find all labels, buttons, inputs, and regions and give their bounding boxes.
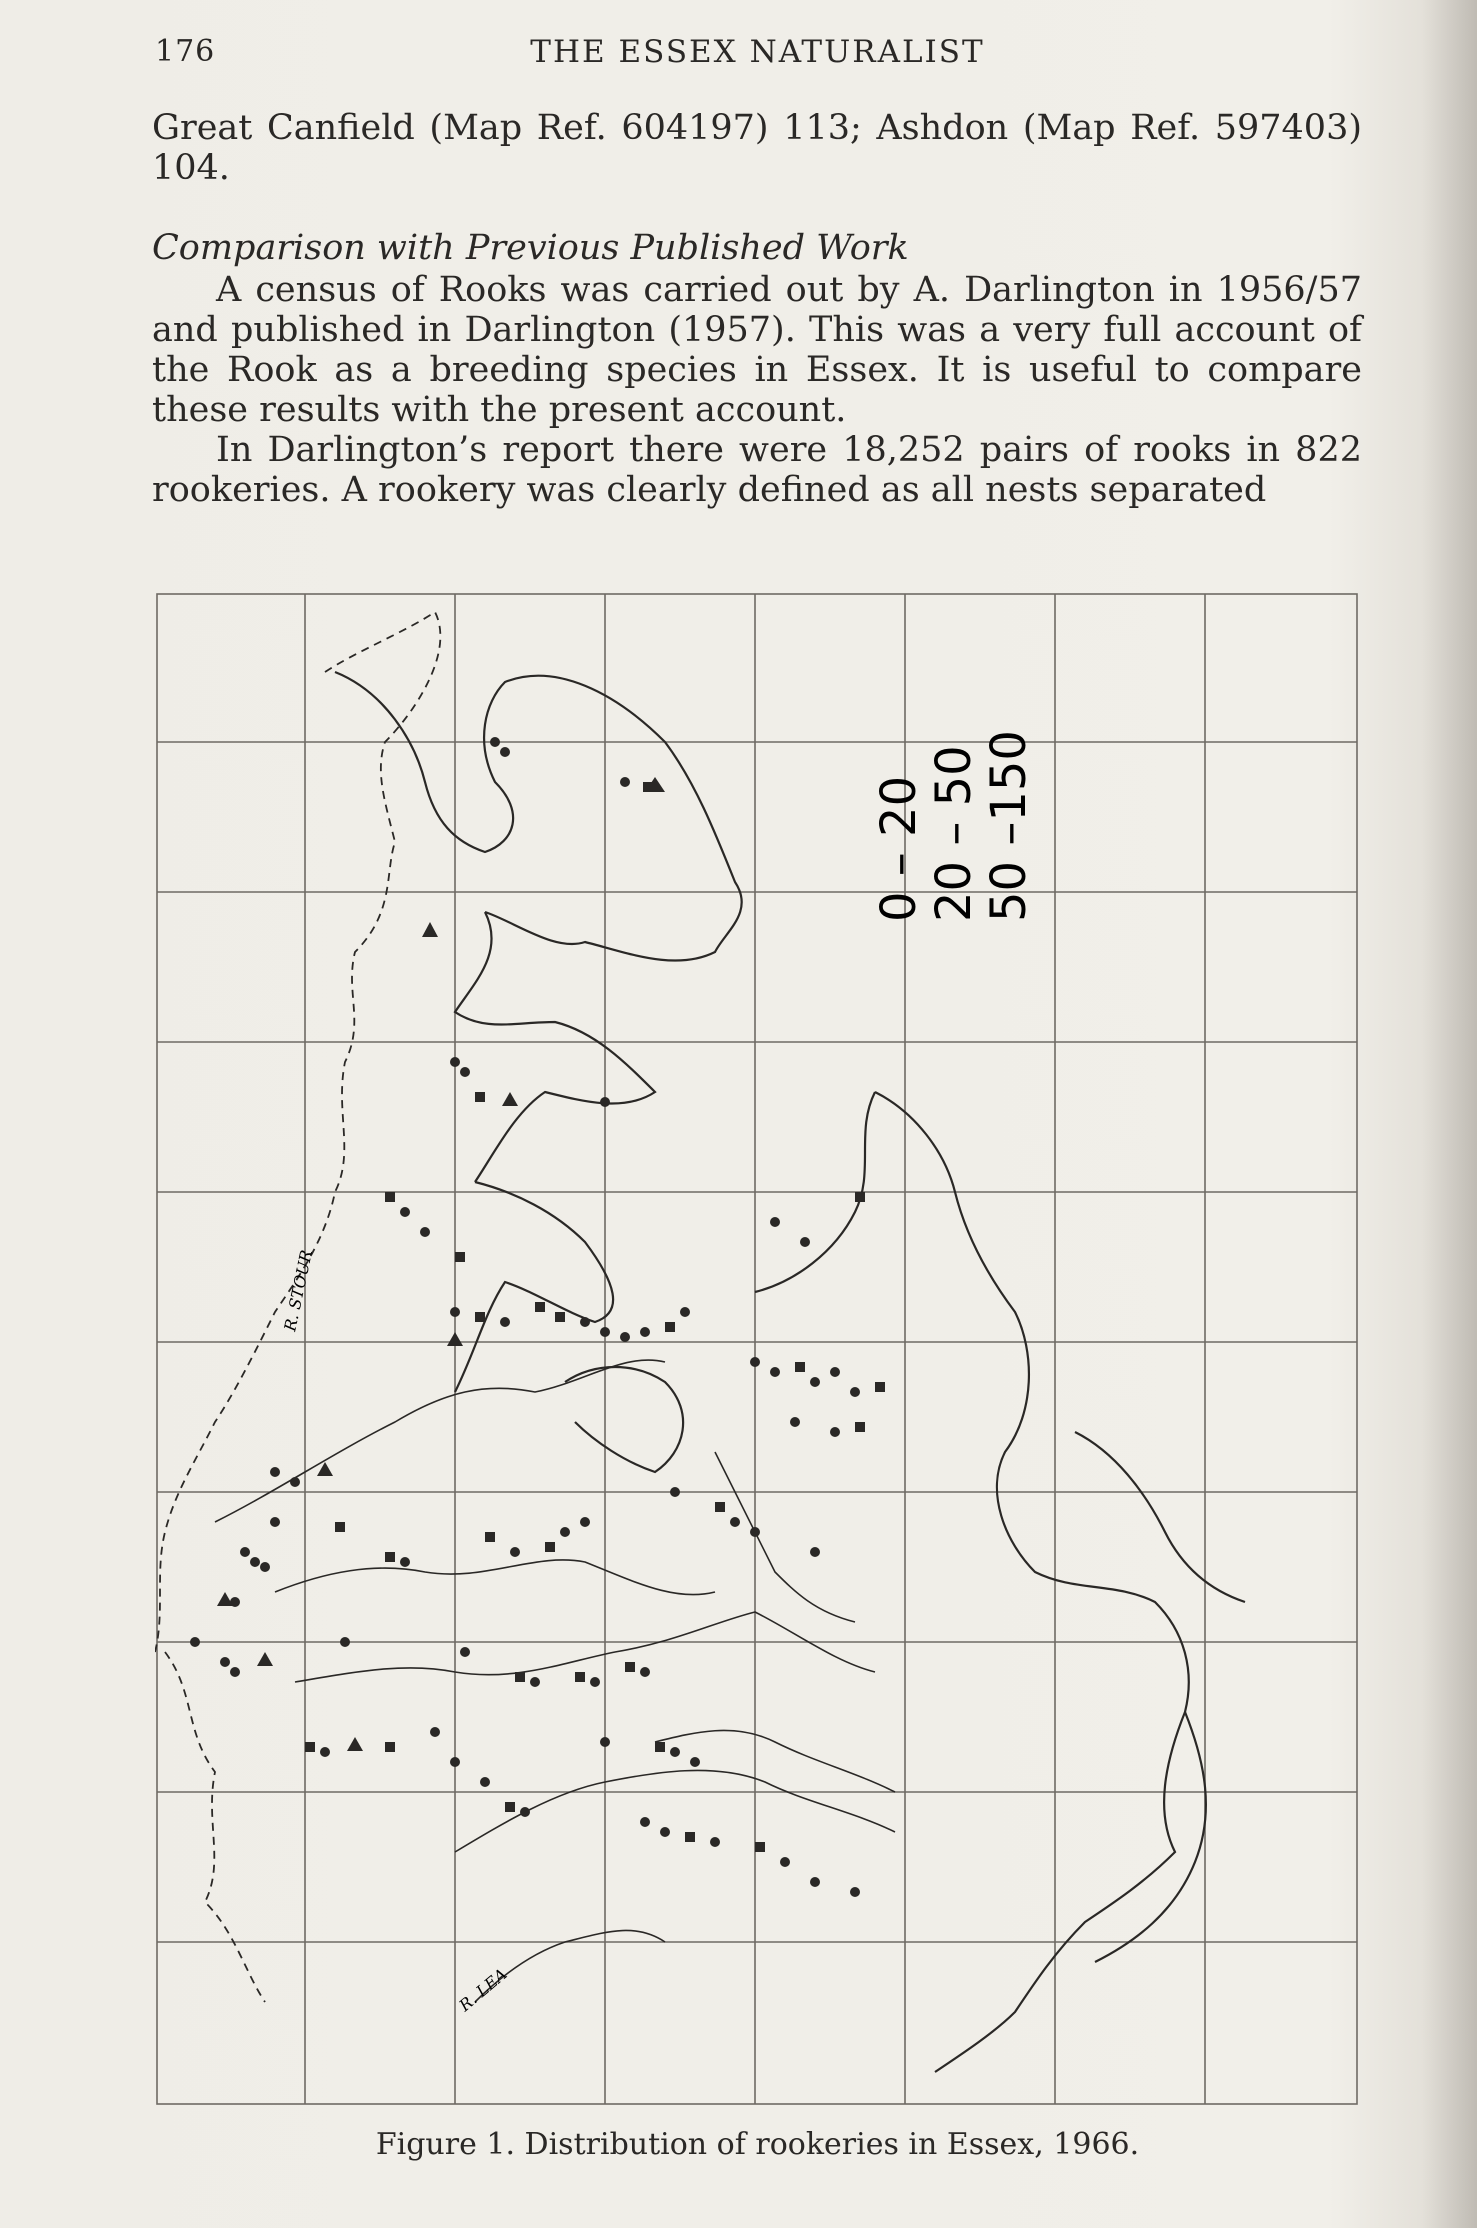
- rookery-small-icon: [320, 1747, 330, 1757]
- rookery-small-icon: [640, 1667, 650, 1677]
- rookery-small-icon: [620, 777, 630, 787]
- rookery-small-icon: [500, 747, 510, 757]
- rookery-small-icon: [600, 1737, 610, 1747]
- rookery-small-icon: [810, 1877, 820, 1887]
- rookery-medium-icon: [515, 1672, 525, 1682]
- rookery-small-icon: [770, 1367, 780, 1377]
- rookery-medium-icon: [755, 1842, 765, 1852]
- rookery-small-icon: [640, 1817, 650, 1827]
- rookery-small-icon: [240, 1547, 250, 1557]
- rookery-medium-icon: [665, 1322, 675, 1332]
- distribution-map: [155, 592, 1360, 2112]
- rookery-small-icon: [590, 1677, 600, 1687]
- rookery-large-icon: [422, 922, 438, 937]
- rookery-small-icon: [450, 1057, 460, 1067]
- rookery-small-icon: [260, 1562, 270, 1572]
- rookery-small-icon: [710, 1837, 720, 1847]
- rookery-large-icon: [257, 1652, 273, 1666]
- rivers: [215, 1360, 895, 2002]
- section-heading: Comparison with Previous Published Work: [152, 228, 909, 268]
- rookery-small-icon: [520, 1807, 530, 1817]
- rookery-small-icon: [600, 1097, 610, 1107]
- rookery-small-icon: [670, 1747, 680, 1757]
- rookery-medium-icon: [545, 1542, 555, 1552]
- paragraph: In Darlington’s report there were 18,252 pairs of rooks in 822 rookeries. A rookery was clearly defined as all nests separated: [152, 430, 1362, 510]
- page-gutter-shadow: [1422, 0, 1477, 2228]
- rookery-medium-icon: [385, 1552, 395, 1562]
- rookery-small-icon: [400, 1557, 410, 1567]
- rookery-small-icon: [850, 1387, 860, 1397]
- rookery-small-icon: [600, 1327, 610, 1337]
- rookery-small-icon: [450, 1307, 460, 1317]
- rookery-small-icon: [690, 1757, 700, 1767]
- rookery-small-icon: [400, 1207, 410, 1217]
- rookery-small-icon: [460, 1647, 470, 1657]
- rookery-small-icon: [660, 1827, 670, 1837]
- rookery-small-icon: [290, 1477, 300, 1487]
- rookery-medium-icon: [575, 1672, 585, 1682]
- rookery-small-icon: [580, 1517, 590, 1527]
- rookery-small-icon: [250, 1557, 260, 1567]
- rookery-medium-icon: [505, 1802, 515, 1812]
- rookery-medium-icon: [485, 1532, 495, 1542]
- figure-caption: Figure 1. Distribution of rookeries in Essex, 1966.: [375, 2127, 1140, 2162]
- rookery-medium-icon: [475, 1312, 485, 1322]
- paragraph: A census of Rooks was carried out by A. Darlington in 1956/57 and published in Darlington (1957). This was a very full account of the Rook as a breeding species in Essex. It is useful to compare these results with the present account.: [152, 270, 1362, 430]
- rookery-small-icon: [670, 1487, 680, 1497]
- rookery-small-icon: [810, 1377, 820, 1387]
- rookery-small-icon: [490, 737, 500, 747]
- map-grid: [157, 594, 1357, 2104]
- rookery-small-icon: [430, 1727, 440, 1737]
- rookery-small-icon: [560, 1527, 570, 1537]
- rookery-small-icon: [340, 1637, 350, 1647]
- rookery-small-icon: [510, 1547, 520, 1557]
- river-label-stour: R. STOUR: [280, 1248, 317, 1333]
- rookery-small-icon: [460, 1067, 470, 1077]
- rookery-medium-icon: [875, 1382, 885, 1392]
- legend-label-1: 0 – 20: [871, 775, 927, 922]
- rookery-small-icon: [850, 1887, 860, 1897]
- rookery-medium-icon: [715, 1502, 725, 1512]
- legend-label-3: 50 –150: [981, 730, 1037, 922]
- rookery-large-icon: [502, 1092, 518, 1106]
- rookery-small-icon: [620, 1332, 630, 1342]
- rookery-small-icon: [230, 1667, 240, 1677]
- paragraph-continued: Great Canfield (Map Ref. 604197) 113; Ashdon (Map Ref. 597403) 104.: [152, 108, 1362, 188]
- rookery-small-icon: [640, 1327, 650, 1337]
- rookery-small-icon: [830, 1367, 840, 1377]
- rookery-small-icon: [680, 1307, 690, 1317]
- rookery-small-icon: [830, 1427, 840, 1437]
- rookery-small-icon: [270, 1467, 280, 1477]
- legend-label-2: 20 – 50: [926, 745, 982, 922]
- rookery-small-icon: [800, 1237, 810, 1247]
- rookery-small-icon: [270, 1517, 280, 1527]
- running-head: [155, 34, 1360, 74]
- rookery-small-icon: [790, 1417, 800, 1427]
- rookery-small-icon: [750, 1527, 760, 1537]
- rookery-medium-icon: [475, 1092, 485, 1102]
- rookery-medium-icon: [335, 1522, 345, 1532]
- rookery-small-icon: [220, 1657, 230, 1667]
- rookery-small-icon: [750, 1357, 760, 1367]
- rookery-small-icon: [480, 1777, 490, 1787]
- rookery-small-icon: [580, 1317, 590, 1327]
- rookery-large-icon: [447, 1332, 463, 1346]
- rookery-medium-icon: [535, 1302, 545, 1312]
- page-number: 176: [155, 34, 216, 69]
- rookery-small-icon: [420, 1227, 430, 1237]
- rookery-medium-icon: [625, 1662, 635, 1672]
- rookery-small-icon: [530, 1677, 540, 1687]
- rookery-medium-icon: [795, 1362, 805, 1372]
- river-label-lea: R. LEA: [455, 1964, 511, 2016]
- rookery-medium-icon: [655, 1742, 665, 1752]
- rookery-small-icon: [730, 1517, 740, 1527]
- rookery-medium-icon: [455, 1252, 465, 1262]
- rookery-large-icon: [347, 1737, 363, 1751]
- map-legend: [871, 730, 1037, 922]
- rookery-medium-icon: [855, 1422, 865, 1432]
- rookery-small-icon: [780, 1857, 790, 1867]
- journal-title: THE ESSEX NATURALIST: [530, 34, 985, 70]
- figure-1: [155, 592, 1360, 2162]
- rookery-medium-icon: [385, 1742, 395, 1752]
- body-text: [152, 108, 1362, 510]
- rookery-small-icon: [190, 1637, 200, 1647]
- rookery-medium-icon: [855, 1192, 865, 1202]
- rookery-medium-icon: [685, 1832, 695, 1842]
- rookery-small-icon: [500, 1317, 510, 1327]
- rookery-medium-icon: [305, 1742, 315, 1752]
- rookery-small-icon: [770, 1217, 780, 1227]
- rookery-large-icon: [217, 1592, 233, 1606]
- rookery-medium-icon: [385, 1192, 395, 1202]
- rookery-medium-icon: [555, 1312, 565, 1322]
- rookery-small-icon: [810, 1547, 820, 1557]
- rookery-small-icon: [450, 1757, 460, 1767]
